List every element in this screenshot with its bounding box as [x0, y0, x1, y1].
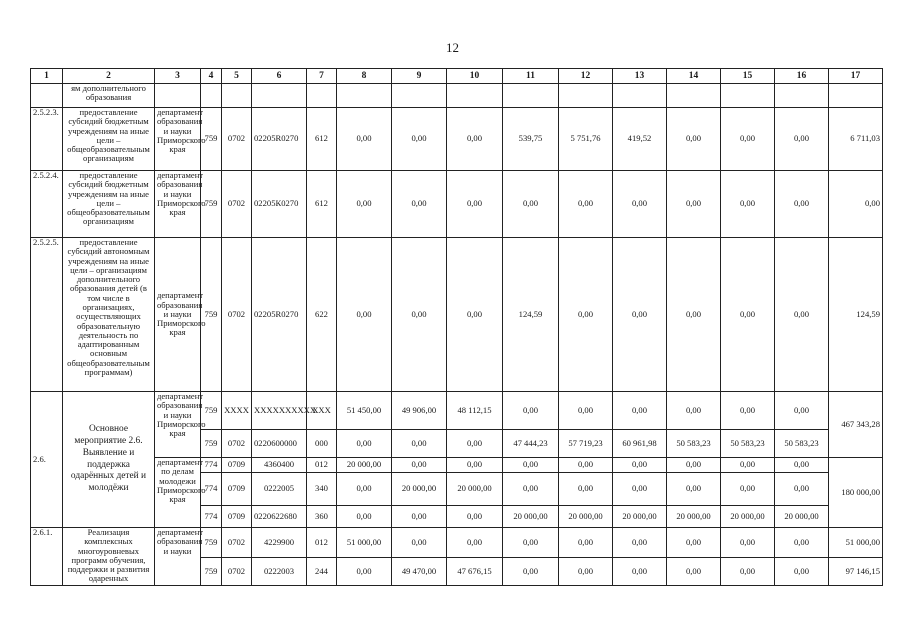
budget-table	[30, 68, 883, 586]
executor: департамент образования и науки	[155, 528, 201, 586]
value-cell: 0,00	[559, 238, 613, 392]
col-header: 15	[721, 69, 775, 84]
value-cell: 48 112,15	[447, 392, 503, 430]
grbs: 774	[201, 458, 222, 473]
cell	[155, 84, 201, 108]
value-cell: 5 751,76	[559, 108, 613, 171]
item-name: ям дополнительного образования	[63, 84, 155, 108]
cell	[721, 84, 775, 108]
vr: 012	[307, 458, 337, 473]
value-cell: 0,00	[775, 171, 829, 238]
value-cell: 47 444,23	[503, 430, 559, 458]
csr: 0220600000	[252, 430, 307, 458]
value-cell: 0,00	[667, 238, 721, 392]
item-code: 2.6.1.	[31, 528, 63, 586]
table-row	[31, 528, 883, 558]
col-header: 4	[201, 69, 222, 84]
rzpr: 0702	[222, 430, 252, 458]
value-cell: 0,00	[337, 108, 392, 171]
value-cell: 0,00	[721, 528, 775, 558]
value-cell: 0,00	[667, 392, 721, 430]
value-cell: 0,00	[613, 528, 667, 558]
value-cell: 20 000,00	[337, 458, 392, 473]
executor: департамент образования и науки Приморского края	[155, 171, 201, 238]
value-cell: 0,00	[392, 430, 447, 458]
item-name: предоставление субсидий бюджетным учреждениям на иные цели – общеобразовательным организациям	[63, 171, 155, 238]
value-cell: 0,00	[447, 171, 503, 238]
col-header: 17	[829, 69, 883, 84]
item-name: предоставление субсидий автономным учреждениям на иные цели – организациям дополнительного образования детей (в том числе в организациях, осуществляющих образовательную деятельность по адаптированным основным общеобразовательным программам)	[63, 238, 155, 392]
value-cell: 0,00	[559, 458, 613, 473]
value-cell: 0,00	[667, 171, 721, 238]
value-cell: 0,00	[775, 558, 829, 586]
value-cell: 0,00	[667, 528, 721, 558]
value-cell: 20 000,00	[503, 506, 559, 528]
value-cell: 49 906,00	[392, 392, 447, 430]
vr: 012	[307, 528, 337, 558]
value-cell: 60 961,98	[613, 430, 667, 458]
grbs: 759	[201, 528, 222, 558]
csr: 0220622680	[252, 506, 307, 528]
value-cell: 0,00	[337, 558, 392, 586]
value-cell: 0,00	[721, 238, 775, 392]
col-header: 5	[222, 69, 252, 84]
cell	[252, 84, 307, 108]
total-cell: 467 343,28	[829, 392, 883, 458]
value-cell: 0,00	[559, 171, 613, 238]
csr: ХХХХХХХХХХ	[252, 392, 307, 430]
total-cell: 180 000,00	[829, 458, 883, 528]
executor: департамент образования и науки Приморского края	[155, 108, 201, 171]
cell	[775, 84, 829, 108]
table-row	[31, 458, 883, 473]
value-cell: 0,00	[667, 108, 721, 171]
rzpr: 0702	[222, 108, 252, 171]
col-header: 1	[31, 69, 63, 84]
col-header: 10	[447, 69, 503, 84]
value-cell: 0,00	[559, 528, 613, 558]
rzpr: 0702	[222, 528, 252, 558]
value-cell: 0,00	[613, 171, 667, 238]
page-number: 12	[446, 40, 459, 55]
value-cell: 0,00	[392, 238, 447, 392]
grbs: 759	[201, 108, 222, 171]
vr: 360	[307, 506, 337, 528]
value-cell: 0,00	[447, 430, 503, 458]
vr: 612	[307, 171, 337, 238]
value-cell: 0,00	[503, 458, 559, 473]
grbs: 759	[201, 238, 222, 392]
value-cell: 0,00	[447, 458, 503, 473]
value-cell: 49 470,00	[392, 558, 447, 586]
col-header: 7	[307, 69, 337, 84]
table-row	[31, 108, 883, 171]
value-cell: 0,00	[337, 430, 392, 458]
col-header: 9	[392, 69, 447, 84]
csr: 02205К0270	[252, 171, 307, 238]
rzpr: 0702	[222, 558, 252, 586]
total-cell: 0,00	[829, 171, 883, 238]
value-cell: 0,00	[447, 238, 503, 392]
vr: ХХХ	[307, 392, 337, 430]
value-cell: 0,00	[721, 458, 775, 473]
table-row	[31, 84, 883, 108]
csr: 4229900	[252, 528, 307, 558]
rzpr: 0702	[222, 171, 252, 238]
csr: 0222003	[252, 558, 307, 586]
grbs: 759	[201, 392, 222, 430]
value-cell: 0,00	[613, 458, 667, 473]
value-cell: 47 676,15	[447, 558, 503, 586]
cell	[201, 84, 222, 108]
value-cell: 0,00	[447, 528, 503, 558]
value-cell: 0,00	[392, 528, 447, 558]
item-name: предоставление субсидий бюджетным учреждениям на иные цели – общеобразовательным организациям	[63, 108, 155, 171]
value-cell: 0,00	[775, 238, 829, 392]
grbs: 759	[201, 558, 222, 586]
value-cell: 0,00	[337, 238, 392, 392]
value-cell: 0,00	[613, 473, 667, 506]
value-cell: 0,00	[775, 528, 829, 558]
item-name: Реализация комплексных многоуровневых программ обучения, поддержки и развития одаренных	[63, 528, 155, 586]
item-code: 2.5.2.5.	[31, 238, 63, 392]
table-row	[31, 392, 883, 430]
col-header: 6	[252, 69, 307, 84]
executor: департамент по делам молодежи Приморского края	[155, 458, 201, 528]
grbs: 759	[201, 171, 222, 238]
table-row	[31, 238, 883, 392]
cell	[503, 84, 559, 108]
vr: 244	[307, 558, 337, 586]
item-code: 2.6.	[31, 392, 63, 528]
value-cell: 0,00	[667, 558, 721, 586]
value-cell: 0,00	[721, 171, 775, 238]
value-cell: 20 000,00	[613, 506, 667, 528]
value-cell: 0,00	[559, 392, 613, 430]
col-header: 13	[613, 69, 667, 84]
value-cell: 0,00	[447, 506, 503, 528]
value-cell: 20 000,00	[392, 473, 447, 506]
value-cell: 0,00	[775, 108, 829, 171]
value-cell: 0,00	[721, 558, 775, 586]
item-code: 2.5.2.4.	[31, 171, 63, 238]
cell	[222, 84, 252, 108]
vr: 622	[307, 238, 337, 392]
value-cell: 0,00	[447, 108, 503, 171]
executor: департамент образования и науки Приморского края	[155, 392, 201, 458]
value-cell: 57 719,23	[559, 430, 613, 458]
value-cell: 419,52	[613, 108, 667, 171]
value-cell: 0,00	[503, 171, 559, 238]
value-cell: 20 000,00	[559, 506, 613, 528]
col-header: 12	[559, 69, 613, 84]
value-cell: 20 000,00	[667, 506, 721, 528]
csr: 02205R0270	[252, 108, 307, 171]
col-header: 16	[775, 69, 829, 84]
value-cell: 0,00	[503, 558, 559, 586]
value-cell: 0,00	[775, 473, 829, 506]
value-cell: 0,00	[667, 473, 721, 506]
col-header: 11	[503, 69, 559, 84]
value-cell: 0,00	[392, 108, 447, 171]
value-cell: 0,00	[392, 506, 447, 528]
col-header: 8	[337, 69, 392, 84]
cell	[447, 84, 503, 108]
total-cell: 51 000,00	[829, 528, 883, 558]
cell	[613, 84, 667, 108]
executor: департамент образования и науки Приморского края	[155, 238, 201, 392]
value-cell: 0,00	[721, 473, 775, 506]
cell	[667, 84, 721, 108]
value-cell: 20 000,00	[447, 473, 503, 506]
value-cell: 0,00	[775, 458, 829, 473]
rzpr: ХХХХ	[222, 392, 252, 430]
value-cell: 0,00	[337, 171, 392, 238]
table-row	[31, 171, 883, 238]
csr: 02205R0270	[252, 238, 307, 392]
total-cell: 97 146,15	[829, 558, 883, 586]
value-cell: 0,00	[337, 473, 392, 506]
value-cell: 50 583,23	[721, 430, 775, 458]
value-cell: 539,75	[503, 108, 559, 171]
value-cell: 0,00	[721, 392, 775, 430]
rzpr: 0709	[222, 506, 252, 528]
item-name: Основное мероприятие 2.6. Выявление и поддержка одарённых детей и молодёжи	[63, 392, 155, 528]
vr: 340	[307, 473, 337, 506]
rzpr: 0709	[222, 458, 252, 473]
header-row	[31, 69, 883, 84]
rzpr: 0709	[222, 473, 252, 506]
value-cell: 0,00	[613, 392, 667, 430]
value-cell: 0,00	[503, 392, 559, 430]
value-cell: 0,00	[503, 528, 559, 558]
cell	[31, 84, 63, 108]
value-cell: 0,00	[667, 458, 721, 473]
value-cell: 50 583,23	[667, 430, 721, 458]
value-cell: 0,00	[721, 108, 775, 171]
vr: 612	[307, 108, 337, 171]
value-cell: 0,00	[775, 392, 829, 430]
total-cell: 124,59	[829, 238, 883, 392]
rzpr: 0702	[222, 238, 252, 392]
value-cell: 20 000,00	[775, 506, 829, 528]
value-cell: 0,00	[613, 238, 667, 392]
value-cell: 0,00	[503, 473, 559, 506]
value-cell: 0,00	[559, 558, 613, 586]
cell	[559, 84, 613, 108]
grbs: 774	[201, 473, 222, 506]
total-cell: 6 711,03	[829, 108, 883, 171]
csr: 0222005	[252, 473, 307, 506]
vr: 000	[307, 430, 337, 458]
cell	[392, 84, 447, 108]
value-cell: 51 450,00	[337, 392, 392, 430]
col-header: 14	[667, 69, 721, 84]
value-cell: 0,00	[613, 558, 667, 586]
value-cell: 50 583,23	[775, 430, 829, 458]
cell	[337, 84, 392, 108]
grbs: 774	[201, 506, 222, 528]
csr: 4360400	[252, 458, 307, 473]
item-code: 2.5.2.3.	[31, 108, 63, 171]
value-cell: 124,59	[503, 238, 559, 392]
value-cell: 0,00	[392, 171, 447, 238]
value-cell: 0,00	[337, 506, 392, 528]
col-header: 3	[155, 69, 201, 84]
value-cell: 51 000,00	[337, 528, 392, 558]
cell	[829, 84, 883, 108]
value-cell: 0,00	[392, 458, 447, 473]
col-header: 2	[63, 69, 155, 84]
value-cell: 0,00	[559, 473, 613, 506]
value-cell: 20 000,00	[721, 506, 775, 528]
cell	[307, 84, 337, 108]
grbs: 759	[201, 430, 222, 458]
